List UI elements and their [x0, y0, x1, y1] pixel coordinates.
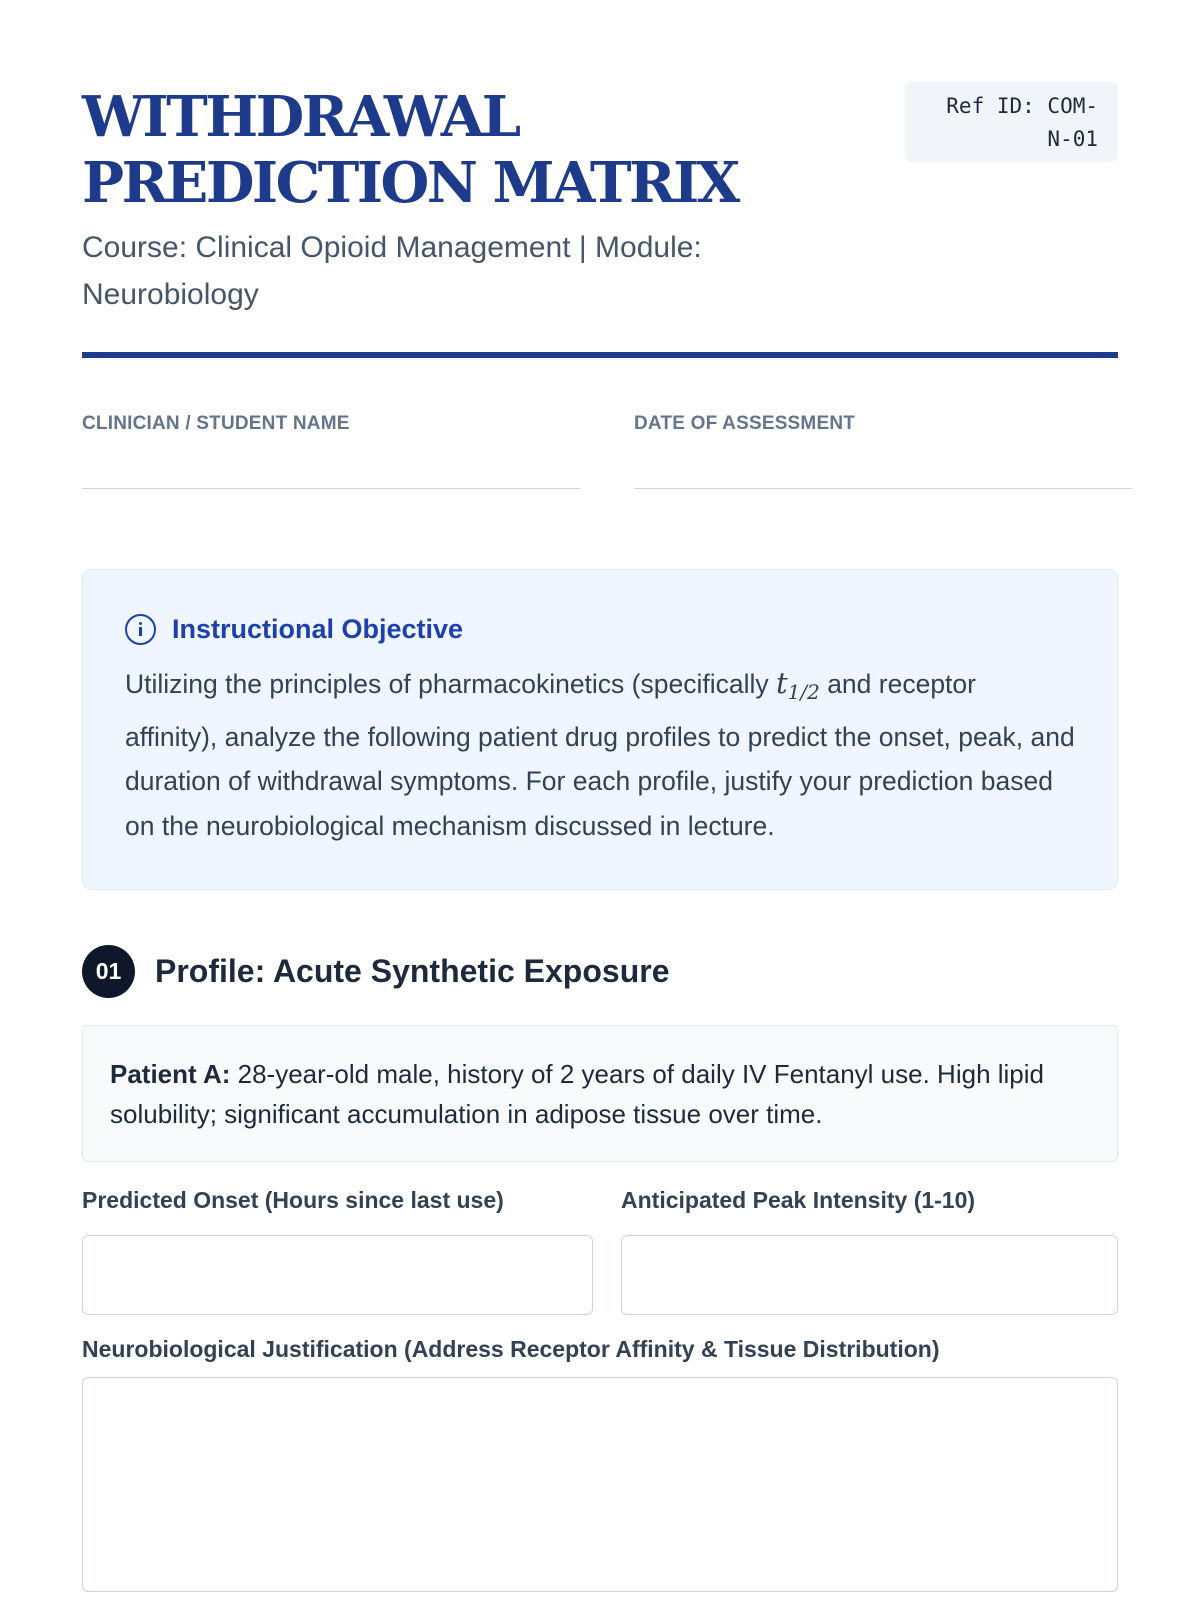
- info-icon: [125, 614, 156, 645]
- name-field[interactable]: [82, 413, 580, 489]
- objective-title: Instructional Objective: [172, 614, 464, 644]
- section-header: [82, 945, 669, 998]
- instructional-objective-panel: [82, 569, 1118, 890]
- header: [82, 84, 1118, 318]
- name-field-label: CLINICIAN / STUDENT NAME: [82, 413, 350, 434]
- ref-id-badge: Ref ID: COM-N-01: [905, 82, 1118, 162]
- patient-label: Patient A:: [110, 1059, 231, 1089]
- objective-header: [125, 614, 1075, 645]
- justification-label: Neurobiological Justification (Address Receptor Affinity & Tissue Distribution): [82, 1336, 940, 1362]
- date-field[interactable]: [634, 413, 1132, 489]
- header-divider: [82, 352, 1118, 358]
- patient-profile-box: [82, 1025, 1118, 1162]
- course-subtitle: Course: Clinical Opioid Management | Module: Neurobiology: [82, 231, 702, 311]
- date-input-line[interactable]: [634, 487, 1132, 489]
- half-life-symbol: [775, 666, 820, 704]
- section-number-badge: 01: [82, 945, 135, 998]
- page-title: WITHDRAWAL PREDICTION MATRIX: [82, 84, 738, 216]
- section-title: Profile: Acute Synthetic Exposure: [155, 953, 670, 989]
- peak-intensity-label: Anticipated Peak Intensity (1-10): [621, 1187, 976, 1213]
- onset-input[interactable]: [82, 1235, 593, 1315]
- onset-label: Predicted Onset (Hours since last use): [82, 1187, 504, 1213]
- half-life-base: t: [775, 666, 788, 700]
- patient-description: 28-year-old male, history of 2 years of daily IV Fentanyl use. High lipid solubility; significant accumulation in adipose tissue over time.: [110, 1059, 1044, 1129]
- date-field-label: DATE OF ASSESSMENT: [634, 413, 856, 434]
- name-input-line[interactable]: [82, 487, 580, 489]
- peak-intensity-input[interactable]: [621, 1235, 1118, 1315]
- justification-textarea[interactable]: [82, 1377, 1118, 1592]
- half-life-subscript: 1/2: [787, 680, 820, 704]
- objective-text: [125, 661, 1075, 848]
- objective-text-after: and receptor affinity), analyze the following patient drug profiles to predict the onset, peak, and duration of withdrawal symptoms. For each profile, justify your prediction based on the neurobiological mechanism discussed in lecture.: [125, 669, 1075, 841]
- objective-text-before: Utilizing the principles of pharmacokinetics (specifically: [125, 669, 776, 699]
